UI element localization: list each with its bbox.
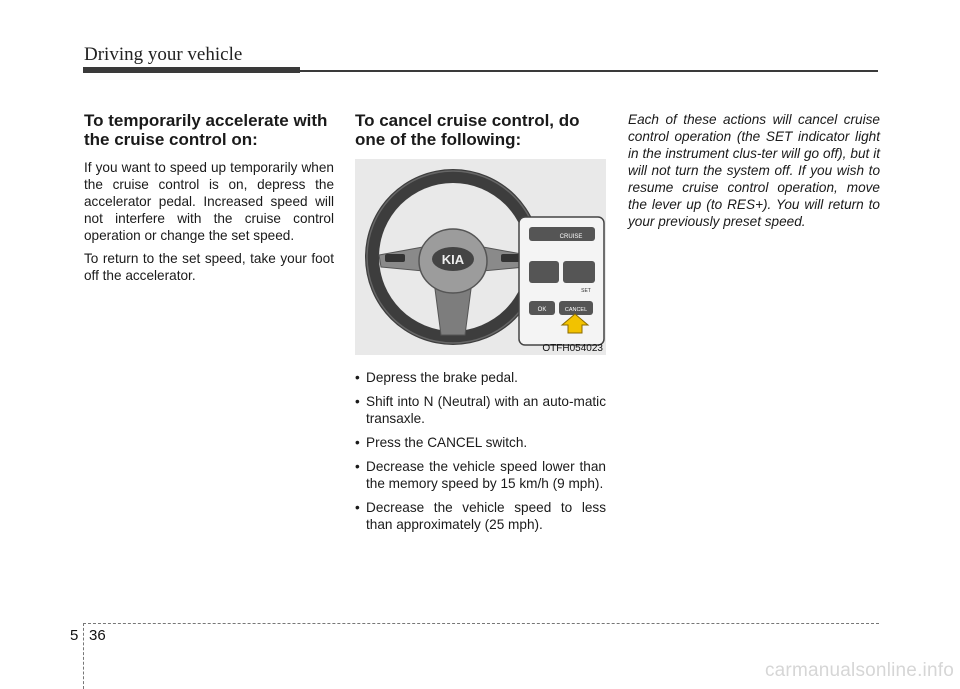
column-cancel — [355, 111, 606, 540]
header-rule — [300, 70, 878, 72]
heading-cancel: To cancel cruise control, do one of the following: — [355, 111, 580, 149]
list-item: • Decrease the vehicle speed to less than approximately (25 mph). — [355, 499, 606, 533]
paragraph-accelerate-1: If you want to speed up temporarily when the cruise control is on, depress the accelerator pedal. Increased speed will not interfere with the cruise control operation or change the set speed. — [84, 160, 334, 243]
kia-logo: KIA — [441, 252, 465, 267]
cancel-switch-label: CANCEL — [564, 307, 588, 313]
column-accelerate — [84, 111, 334, 290]
heading-accelerate: To temporarily accelerate with the cruise control on: — [84, 111, 328, 149]
page-number: 36 — [89, 627, 106, 644]
ok-switch-label: OK — [537, 307, 547, 313]
cancel-note: Each of these actions will cancel cruise control operation (the SET indicator light in the instrument clus-ter will go off), but it will not turn the system off. If you wish to resume cruise control operation, move the lever up (to RES+). You will return to your previously preset speed. — [628, 112, 880, 229]
list-item: • Shift into N (Neutral) with an auto-matic transaxle. — [355, 393, 606, 427]
header-bar — [83, 67, 300, 73]
set-switch-label: SET — [581, 288, 591, 294]
watermark: carmanualsonline.info — [764, 660, 954, 681]
list-item: • Depress the brake pedal. — [355, 369, 606, 386]
steering-wheel-figure — [355, 159, 606, 355]
steering-wheel-illustration — [355, 159, 606, 355]
page-header-title: Driving your vehicle — [84, 44, 243, 65]
paragraph-accelerate-2: To return to the set speed, take your foot off the accelerator. — [84, 251, 334, 283]
cancel-actions-list — [355, 369, 606, 533]
list-item: • Decrease the vehicle speed lower than the memory speed by 15 km/h (9 mph). — [355, 458, 606, 492]
cruise-switch-label: CRUISE — [559, 234, 583, 240]
footer-divider — [83, 623, 84, 689]
figure-code: OTFH054023 — [542, 343, 603, 354]
footer-rule — [83, 623, 879, 624]
section-number: 5 — [70, 627, 79, 644]
list-item: • Press the CANCEL switch. — [355, 434, 606, 451]
column-note — [628, 111, 880, 230]
